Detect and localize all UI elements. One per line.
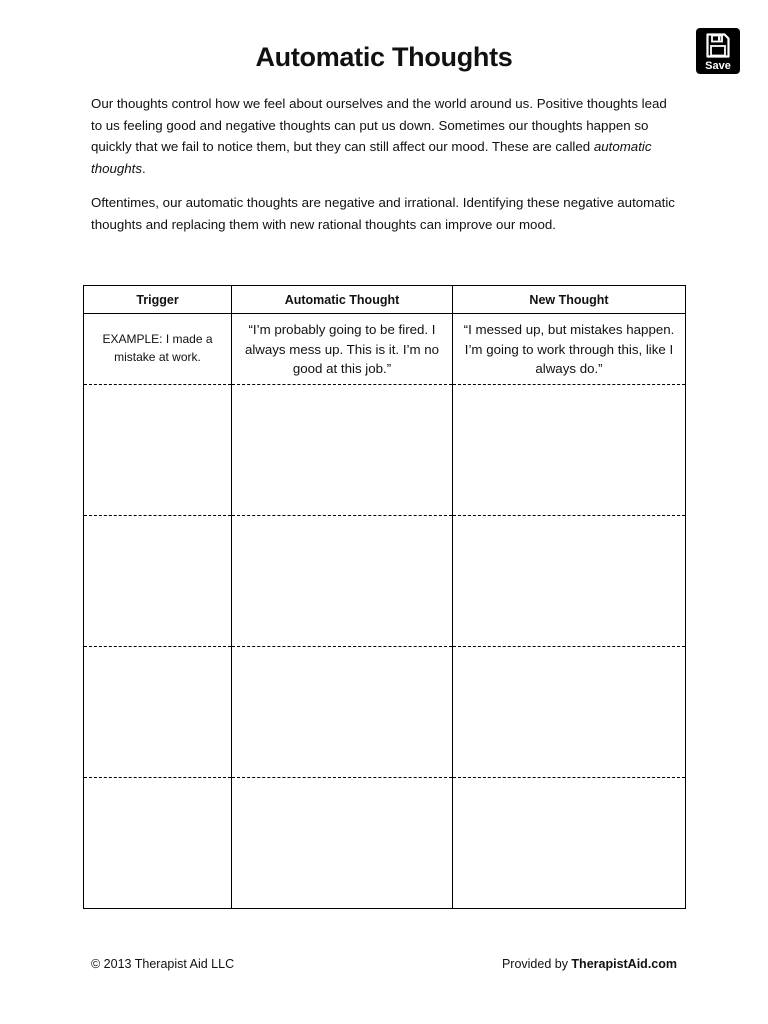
automatic-thought-cell[interactable] bbox=[232, 385, 453, 516]
save-label: Save bbox=[705, 60, 731, 72]
new-thought-cell[interactable] bbox=[453, 647, 686, 778]
trigger-cell[interactable] bbox=[84, 385, 232, 516]
example-row bbox=[84, 314, 686, 385]
example-trigger-cell bbox=[84, 314, 232, 385]
table-header-row bbox=[84, 286, 686, 314]
automatic-thought-cell[interactable] bbox=[232, 516, 453, 647]
intro-paragraph-1 bbox=[91, 93, 681, 179]
automatic-thought-cell[interactable] bbox=[232, 778, 453, 909]
header-trigger: Trigger bbox=[84, 286, 232, 314]
intro-paragraph-1-end: . bbox=[142, 160, 146, 176]
trigger-cell[interactable] bbox=[84, 647, 232, 778]
automatic-thought-cell[interactable] bbox=[232, 647, 453, 778]
intro-paragraph-1-text: Our thoughts control how we feel about ourselves and the world around us. Positive thoughts lead to us feeling good and negative thoughts can put us down. Sometimes our thoughts happen so quickly that we fail to notice them, but they can still affect our mood. These are called bbox=[91, 96, 667, 154]
example-new-cell bbox=[453, 314, 686, 385]
trigger-cell[interactable] bbox=[84, 516, 232, 647]
provided-by bbox=[502, 957, 677, 971]
new-thought-cell[interactable] bbox=[453, 385, 686, 516]
page-title: Automatic Thoughts bbox=[255, 42, 513, 72]
floppy-disk-icon bbox=[706, 33, 730, 58]
trigger-cell[interactable] bbox=[84, 778, 232, 909]
thought-record-table bbox=[83, 285, 686, 909]
intro-emphasis: automatic thoughts bbox=[91, 139, 652, 176]
header-automatic-thought: Automatic Thought bbox=[232, 286, 453, 314]
example-new-thought: “I messed up, but mistakes happen. I’m going to work through this, like I always do.” bbox=[463, 322, 675, 376]
table-row bbox=[84, 385, 686, 516]
new-thought-cell[interactable] bbox=[453, 516, 686, 647]
provided-by-prefix: Provided by bbox=[501, 957, 572, 971]
table-row bbox=[84, 516, 686, 647]
intro-text bbox=[91, 93, 681, 248]
example-trigger: EXAMPLE: I made a mistake at work. bbox=[102, 332, 213, 364]
header-new-thought: New Thought bbox=[453, 286, 686, 314]
therapistaid-link[interactable]: TherapistAid.com bbox=[571, 957, 677, 971]
save-button[interactable] bbox=[696, 28, 740, 74]
new-thought-cell[interactable] bbox=[453, 778, 686, 909]
table-row bbox=[84, 647, 686, 778]
table-row bbox=[84, 778, 686, 909]
copyright-text: © 2013 Therapist Aid LLC bbox=[91, 957, 235, 971]
intro-paragraph-2: Oftentimes, our automatic thoughts are negative and irrational. Identifying these negative automatic thoughts and replacing them with new rational thoughts can improve our mood. bbox=[91, 195, 675, 232]
example-automatic-cell bbox=[232, 314, 453, 385]
example-automatic-thought: “I’m probably going to be fired. I always mess up. This is it. I’m no good at this job.” bbox=[244, 322, 440, 376]
